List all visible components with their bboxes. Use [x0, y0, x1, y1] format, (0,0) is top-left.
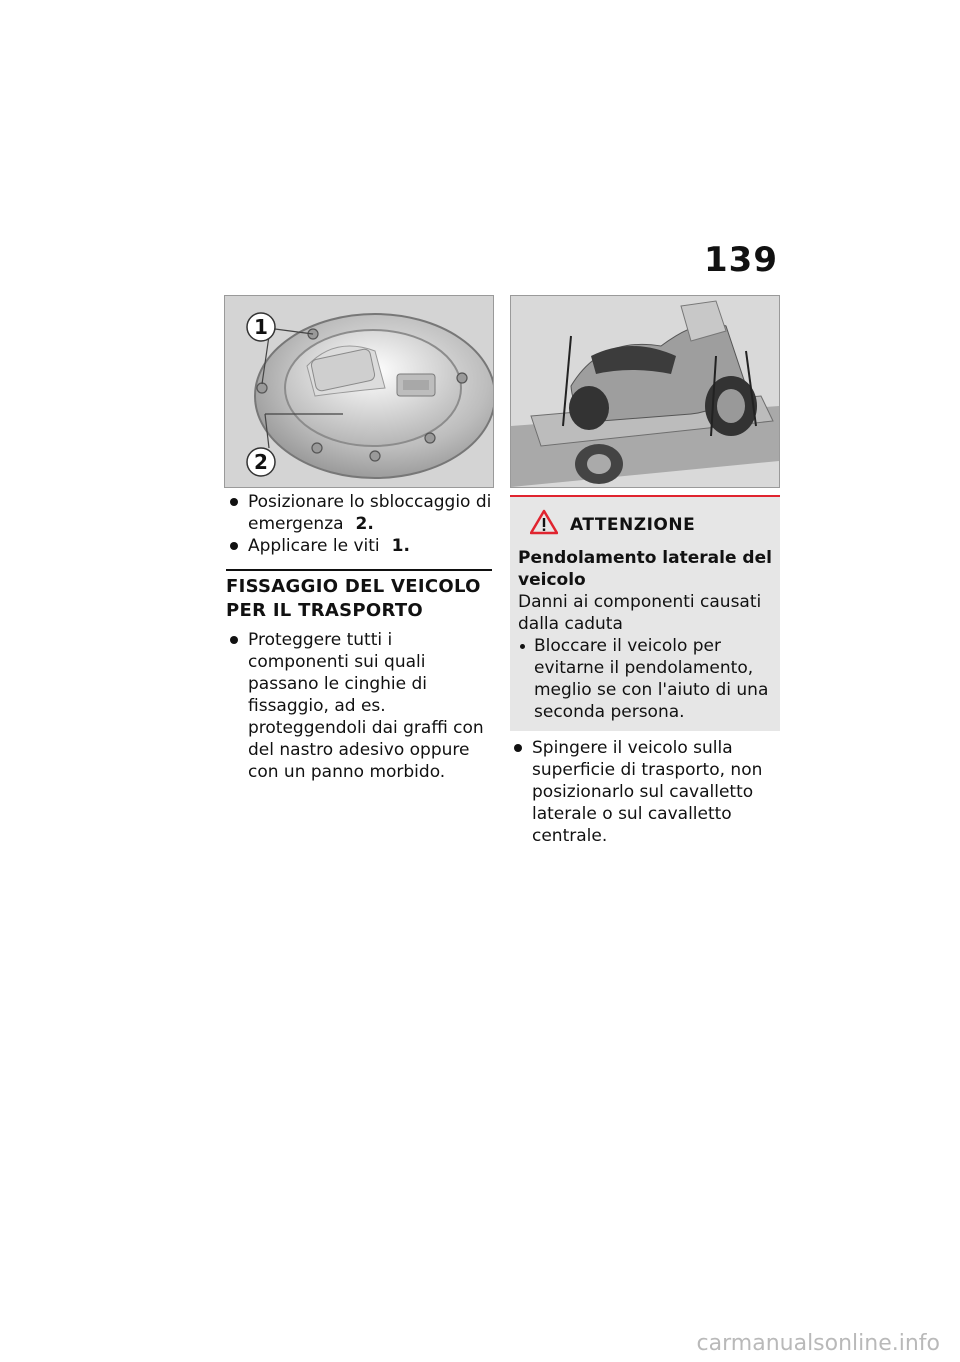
warning-text: Danni ai componenti causati dalla caduta — [518, 592, 762, 634]
step-item — [226, 491, 492, 535]
figure-label-2: 2 — [254, 450, 268, 474]
step-item — [226, 629, 492, 783]
warning-triangle-icon — [530, 509, 558, 541]
footer-watermark: carmanualsonline.info — [696, 1331, 940, 1356]
step-item — [226, 535, 492, 557]
warning-box — [510, 495, 780, 731]
step-text: Proteggere tutti i componenti sui quali passano le cinghie di fissaggio, ad es. proteggendoli dai graffi con del nastro adesivo oppure con un panno morbido. — [248, 630, 484, 782]
step-ref: 2. — [355, 514, 374, 534]
page-number: 139 — [704, 240, 778, 280]
section-heading-line2: PER IL TRASPORTO — [226, 600, 424, 621]
warning-subtitle: Pendolamento laterale del veicolo — [518, 548, 772, 590]
left-column — [226, 491, 492, 783]
step-text: Posizionare lo sbloccaggio di emergenza — [248, 492, 492, 534]
scooter-trailer-figure — [510, 295, 780, 488]
right-column — [510, 491, 780, 847]
step-text: Applicare le viti — [248, 536, 380, 556]
section-heading-line1: FISSAGGIO DEL VEICOLO — [226, 576, 481, 597]
warning-title: ATTENZIONE — [570, 515, 696, 535]
warning-bullet: Bloccare il veicolo per evitarne il pendolamento, meglio se con l'aiuto di una seconda persona. — [518, 635, 772, 723]
figure-label-1: 1 — [254, 315, 268, 339]
step-text: Spingere il veicolo sulla superficie di trasporto, non posizionarlo sul cavalletto laterale o sul cavalletto centrale. — [532, 738, 763, 846]
step-item — [510, 737, 780, 847]
fuel-cap-figure — [224, 295, 494, 488]
step-ref: 1. — [391, 536, 410, 556]
